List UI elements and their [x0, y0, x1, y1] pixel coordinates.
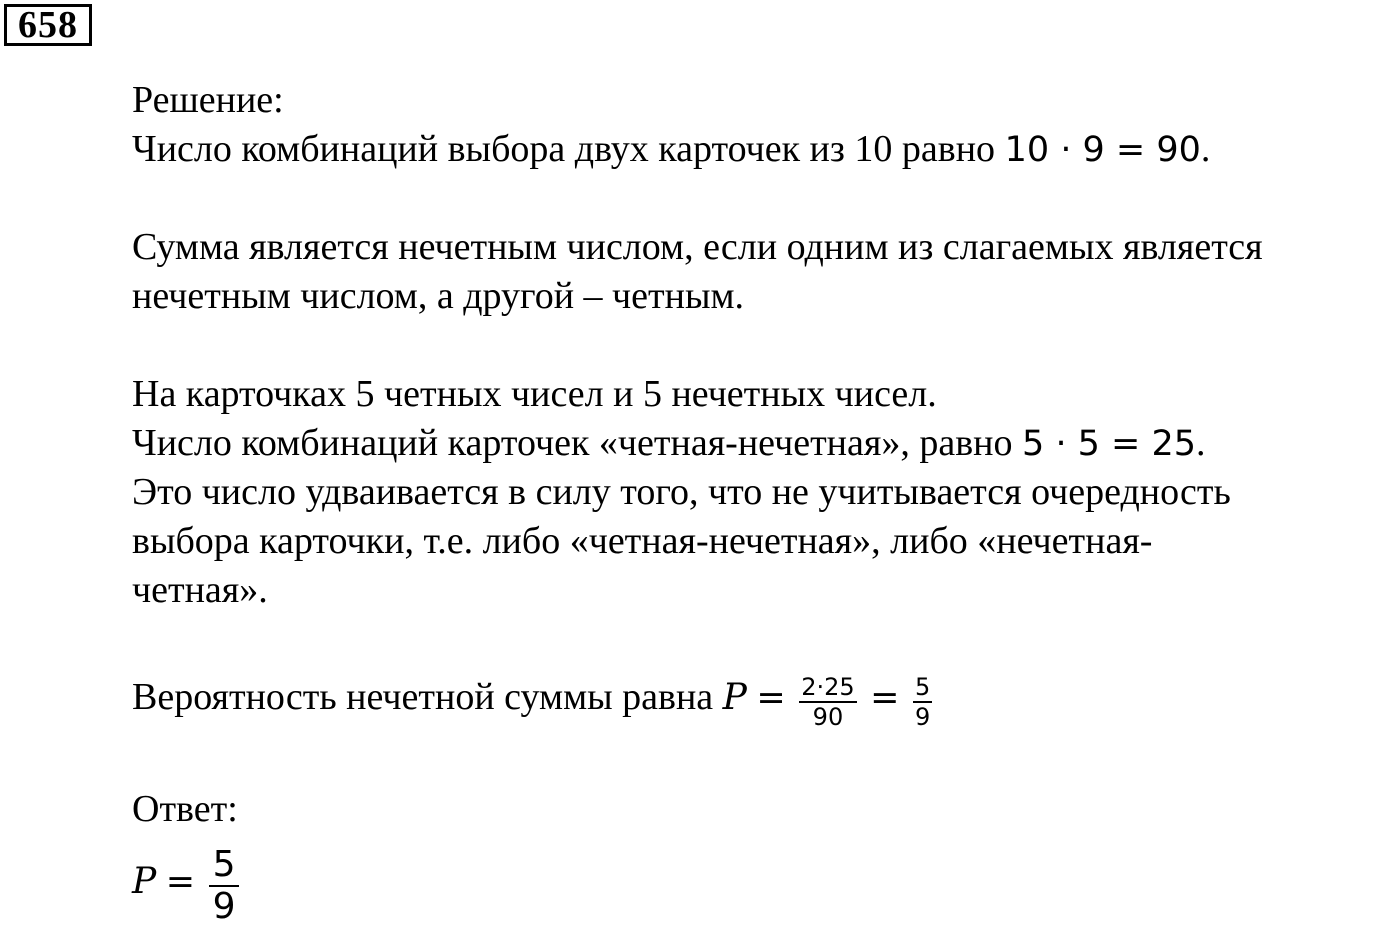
answer-formula — [132, 836, 243, 927]
fraction-2-numerator: 5 — [915, 673, 931, 702]
probability-variable: P — [722, 677, 747, 718]
combinations-period: . — [1200, 128, 1211, 170]
problem-number-badge: 658 — [4, 4, 92, 46]
doubling-line-2: выбора карточки, т.е. либо «четная-нечетная», либо «нечетная- — [132, 520, 1153, 562]
probability-equals-1: = — [756, 678, 786, 718]
odd-sum-line-2: нечетным числом, а другой – четным. — [132, 275, 745, 317]
combinations-formula: 10 ⋅ 9 = 90 — [1004, 130, 1201, 170]
paragraph-combinations — [132, 127, 1210, 172]
even-odd-combinations-line — [132, 421, 1206, 466]
probability-line — [132, 662, 936, 733]
doubling-line-3: четная». — [132, 569, 268, 611]
probability-fraction-1 — [799, 673, 856, 731]
fraction-2-denominator: 9 — [915, 703, 931, 732]
probability-text: Вероятность нечетной суммы равна — [132, 676, 723, 718]
odd-sum-line-1: Сумма является нечетным числом, если одним из слагаемых является — [132, 226, 1263, 268]
even-odd-text: Число комбинаций карточек «четная-нечетная», равно — [132, 422, 1022, 464]
solution-heading: Решение: — [132, 79, 284, 121]
cards-count-line: На карточках 5 четных чисел и 5 нечетных чисел. — [132, 373, 937, 415]
fraction-1-numerator: 2⋅25 — [801, 673, 855, 702]
even-odd-period: . — [1196, 422, 1206, 464]
answer-label: Ответ: — [132, 788, 238, 830]
combinations-text: Число комбинаций выбора двух карточек из 10 равно — [132, 128, 1005, 170]
answer-numerator: 5 — [209, 845, 240, 887]
even-odd-formula: 5 ⋅ 5 = 25 — [1022, 424, 1197, 464]
probability-fraction-2 — [913, 673, 932, 731]
answer-variable: P — [132, 861, 157, 902]
answer-fraction — [209, 845, 240, 927]
answer-denominator: 9 — [212, 886, 236, 928]
probability-equals-2: = — [870, 678, 900, 718]
answer-equals: = — [165, 862, 196, 902]
doubling-line-1: Это число удваивается в силу того, что не учитывается очередность — [132, 471, 1231, 513]
fraction-1-denominator: 90 — [812, 703, 844, 732]
